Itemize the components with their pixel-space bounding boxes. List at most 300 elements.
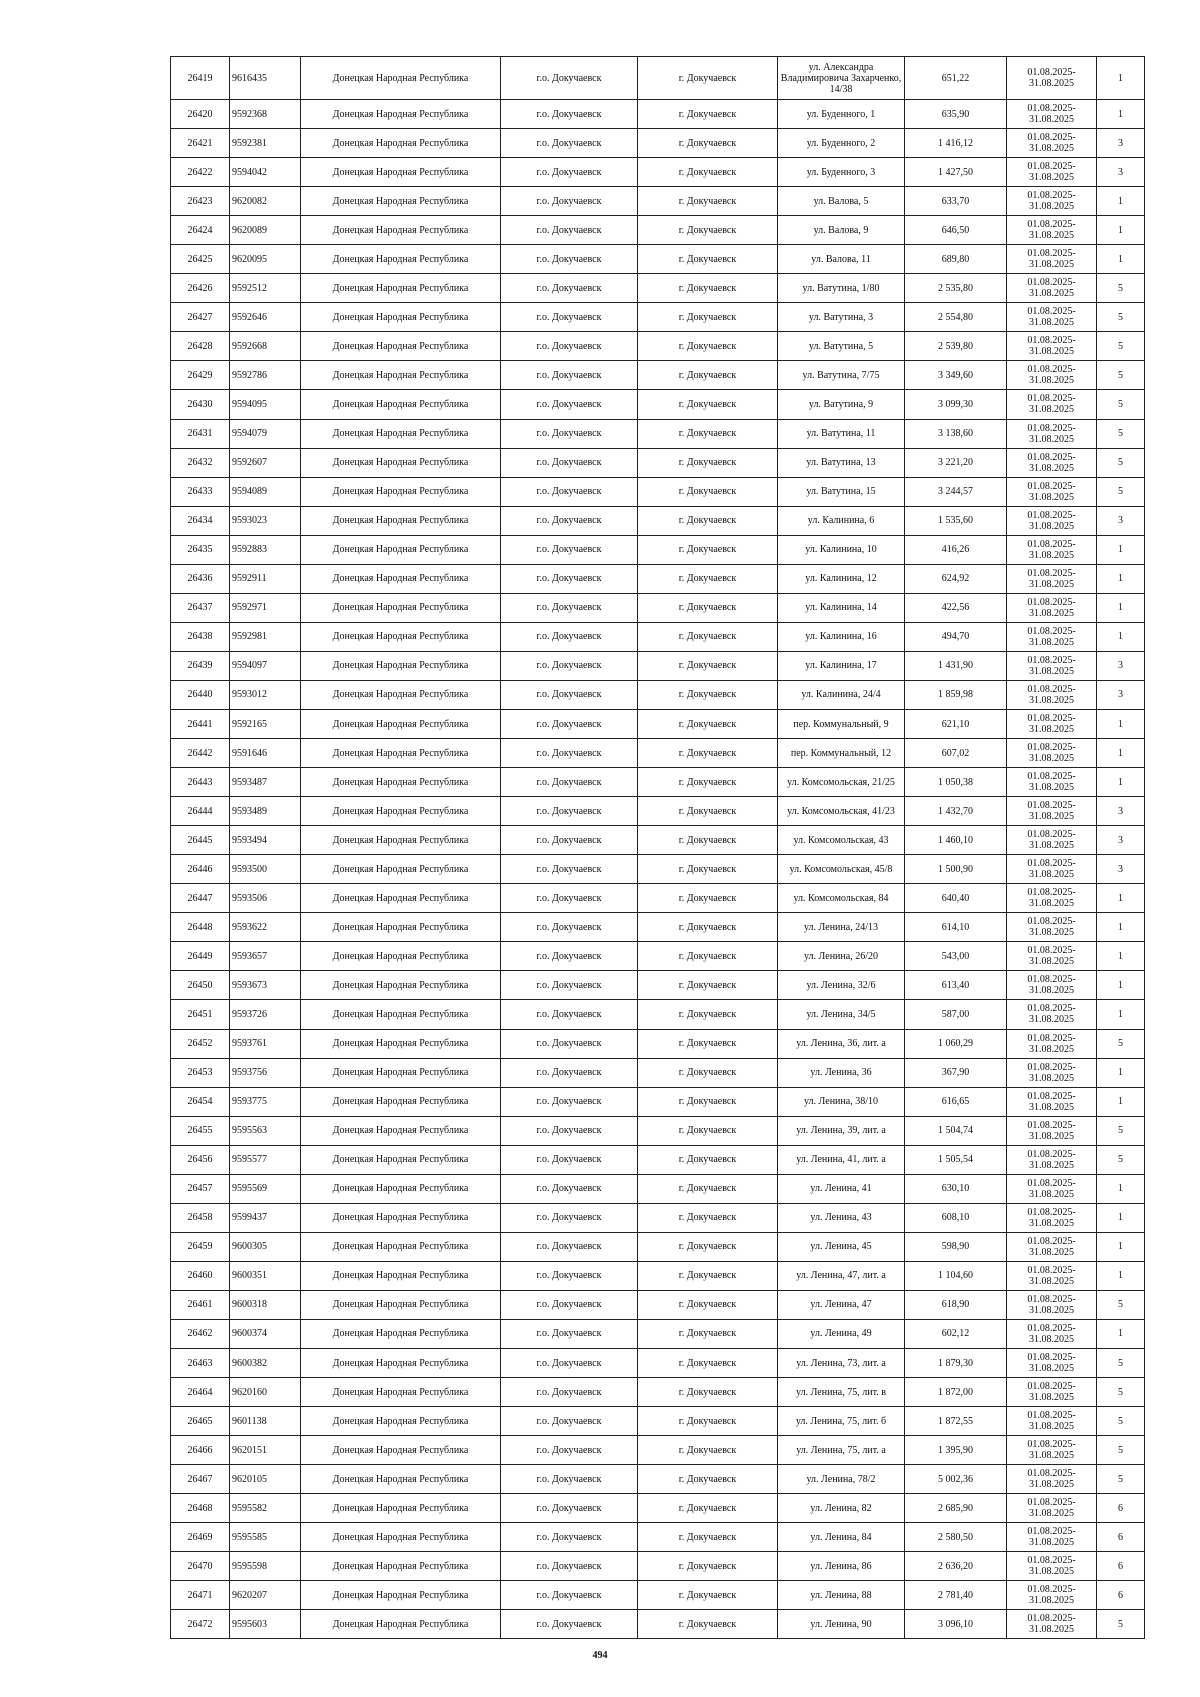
row-number: 26421 (171, 129, 230, 158)
city-cell: г. Докучаевск (638, 1029, 778, 1058)
city-cell: г. Докучаевск (638, 1407, 778, 1436)
period-cell: 01.08.2025- 31.08.2025 (1007, 1029, 1097, 1058)
area-cell: 635,90 (905, 100, 1007, 129)
period-cell: 01.08.2025- 31.08.2025 (1007, 274, 1097, 303)
object-code: 9591646 (230, 739, 301, 768)
city-cell: г. Докучаевск (638, 535, 778, 564)
object-code: 9592981 (230, 622, 301, 651)
district-cell: г.о. Докучаевск (501, 129, 638, 158)
period-cell: 01.08.2025- 31.08.2025 (1007, 535, 1097, 564)
area-cell: 2 636,20 (905, 1552, 1007, 1581)
address-cell: ул. Валова, 5 (778, 187, 905, 216)
row-number: 26467 (171, 1465, 230, 1494)
district-cell: г.о. Докучаевск (501, 390, 638, 419)
row-number: 26472 (171, 1610, 230, 1639)
object-code: 9616435 (230, 57, 301, 100)
table-row (171, 826, 1145, 855)
period-cell: 01.08.2025- 31.08.2025 (1007, 564, 1097, 593)
count-cell: 1 (1097, 216, 1145, 245)
table-row (171, 1407, 1145, 1436)
area-cell: 618,90 (905, 1290, 1007, 1319)
table-row (171, 477, 1145, 506)
table-row (171, 216, 1145, 245)
table-row (171, 1087, 1145, 1116)
period-cell: 01.08.2025- 31.08.2025 (1007, 129, 1097, 158)
city-cell: г. Докучаевск (638, 593, 778, 622)
row-number: 26458 (171, 1203, 230, 1232)
region-cell: Донецкая Народная Республика (301, 477, 501, 506)
city-cell: г. Докучаевск (638, 129, 778, 158)
table-row (171, 332, 1145, 361)
area-cell: 613,40 (905, 971, 1007, 1000)
row-number: 26471 (171, 1581, 230, 1610)
area-cell: 1 427,50 (905, 158, 1007, 187)
address-cell: ул. Ватутина, 7/75 (778, 361, 905, 390)
table-row (171, 274, 1145, 303)
district-cell: г.о. Докучаевск (501, 1349, 638, 1378)
count-cell: 1 (1097, 913, 1145, 942)
district-cell: г.о. Докучаевск (501, 448, 638, 477)
row-number: 26450 (171, 971, 230, 1000)
count-cell: 5 (1097, 1290, 1145, 1319)
district-cell: г.о. Докучаевск (501, 245, 638, 274)
address-cell: ул. Ленина, 90 (778, 1610, 905, 1639)
object-code: 9592381 (230, 129, 301, 158)
count-cell: 5 (1097, 332, 1145, 361)
region-cell: Донецкая Народная Республика (301, 158, 501, 187)
row-number: 26455 (171, 1116, 230, 1145)
object-code: 9600351 (230, 1261, 301, 1290)
district-cell: г.о. Докучаевск (501, 1610, 638, 1639)
row-number: 26437 (171, 593, 230, 622)
district-cell: г.о. Докучаевск (501, 1290, 638, 1319)
area-cell: 1 416,12 (905, 129, 1007, 158)
count-cell: 6 (1097, 1552, 1145, 1581)
address-cell: ул. Александра Владимировича Захарченко, 14/38 (778, 57, 905, 100)
table-row (171, 564, 1145, 593)
period-cell: 01.08.2025- 31.08.2025 (1007, 1116, 1097, 1145)
region-cell: Донецкая Народная Республика (301, 564, 501, 593)
period-cell: 01.08.2025- 31.08.2025 (1007, 506, 1097, 535)
area-cell: 1 104,60 (905, 1261, 1007, 1290)
object-code: 9593487 (230, 768, 301, 797)
row-number: 26461 (171, 1290, 230, 1319)
table-row (171, 448, 1145, 477)
address-cell: ул. Комсомольская, 41/23 (778, 797, 905, 826)
city-cell: г. Докучаевск (638, 739, 778, 768)
address-cell: ул. Ленина, 36 (778, 1058, 905, 1087)
period-cell: 01.08.2025- 31.08.2025 (1007, 1000, 1097, 1029)
area-cell: 1 872,55 (905, 1407, 1007, 1436)
period-cell: 01.08.2025- 31.08.2025 (1007, 187, 1097, 216)
count-cell: 5 (1097, 477, 1145, 506)
district-cell: г.о. Докучаевск (501, 1465, 638, 1494)
region-cell: Донецкая Народная Республика (301, 651, 501, 680)
area-cell: 689,80 (905, 245, 1007, 274)
region-cell: Донецкая Народная Республика (301, 1319, 501, 1348)
row-number: 26430 (171, 390, 230, 419)
address-cell: ул. Ватутина, 1/80 (778, 274, 905, 303)
region-cell: Донецкая Народная Республика (301, 419, 501, 448)
city-cell: г. Докучаевск (638, 1319, 778, 1348)
row-number: 26463 (171, 1349, 230, 1378)
city-cell: г. Докучаевск (638, 1436, 778, 1465)
district-cell: г.о. Докучаевск (501, 593, 638, 622)
row-number: 26431 (171, 419, 230, 448)
period-cell: 01.08.2025- 31.08.2025 (1007, 768, 1097, 797)
count-cell: 5 (1097, 1349, 1145, 1378)
table-row (171, 622, 1145, 651)
table-body (171, 57, 1145, 1639)
region-cell: Донецкая Народная Республика (301, 1174, 501, 1203)
table-row (171, 1029, 1145, 1058)
address-cell: ул. Ленина, 26/20 (778, 942, 905, 971)
row-number: 26440 (171, 680, 230, 709)
table-row (171, 1319, 1145, 1348)
table-row (171, 680, 1145, 709)
region-cell: Донецкая Народная Республика (301, 1552, 501, 1581)
row-number: 26470 (171, 1552, 230, 1581)
object-code: 9595577 (230, 1145, 301, 1174)
object-code: 9592668 (230, 332, 301, 361)
table-row (171, 57, 1145, 100)
row-number: 26456 (171, 1145, 230, 1174)
district-cell: г.о. Докучаевск (501, 739, 638, 768)
count-cell: 5 (1097, 1436, 1145, 1465)
address-cell: ул. Комсомольская, 84 (778, 884, 905, 913)
period-cell: 01.08.2025- 31.08.2025 (1007, 971, 1097, 1000)
region-cell: Донецкая Народная Республика (301, 1378, 501, 1407)
address-cell: ул. Ватутина, 3 (778, 303, 905, 332)
object-code: 9620089 (230, 216, 301, 245)
region-cell: Донецкая Народная Республика (301, 390, 501, 419)
city-cell: г. Докучаевск (638, 1174, 778, 1203)
count-cell: 5 (1097, 1610, 1145, 1639)
district-cell: г.о. Докучаевск (501, 826, 638, 855)
district-cell: г.о. Докучаевск (501, 1174, 638, 1203)
count-cell: 6 (1097, 1581, 1145, 1610)
district-cell: г.о. Докучаевск (501, 216, 638, 245)
region-cell: Донецкая Народная Республика (301, 1581, 501, 1610)
object-code: 9594042 (230, 158, 301, 187)
city-cell: г. Докучаевск (638, 942, 778, 971)
period-cell: 01.08.2025- 31.08.2025 (1007, 158, 1097, 187)
city-cell: г. Докучаевск (638, 855, 778, 884)
table-row (171, 739, 1145, 768)
city-cell: г. Докучаевск (638, 680, 778, 709)
area-cell: 2 535,80 (905, 274, 1007, 303)
district-cell: г.о. Докучаевск (501, 419, 638, 448)
area-cell: 1 432,70 (905, 797, 1007, 826)
table-row (171, 1000, 1145, 1029)
object-code: 9595598 (230, 1552, 301, 1581)
object-code: 9600305 (230, 1232, 301, 1261)
district-cell: г.о. Докучаевск (501, 855, 638, 884)
region-cell: Донецкая Народная Республика (301, 216, 501, 245)
period-cell: 01.08.2025- 31.08.2025 (1007, 477, 1097, 506)
district-cell: г.о. Докучаевск (501, 100, 638, 129)
count-cell: 5 (1097, 419, 1145, 448)
count-cell: 1 (1097, 1203, 1145, 1232)
table-row (171, 129, 1145, 158)
period-cell: 01.08.2025- 31.08.2025 (1007, 1290, 1097, 1319)
city-cell: г. Докучаевск (638, 419, 778, 448)
table-row (171, 971, 1145, 1000)
count-cell: 5 (1097, 1145, 1145, 1174)
period-cell: 01.08.2025- 31.08.2025 (1007, 419, 1097, 448)
district-cell: г.о. Докучаевск (501, 709, 638, 738)
object-code: 9620151 (230, 1436, 301, 1465)
region-cell: Донецкая Народная Республика (301, 1058, 501, 1087)
area-cell: 416,26 (905, 535, 1007, 564)
row-number: 26428 (171, 332, 230, 361)
district-cell: г.о. Докучаевск (501, 1261, 638, 1290)
address-cell: ул. Ватутина, 5 (778, 332, 905, 361)
area-cell: 3 096,10 (905, 1610, 1007, 1639)
district-cell: г.о. Докучаевск (501, 535, 638, 564)
city-cell: г. Докучаевск (638, 57, 778, 100)
count-cell: 3 (1097, 855, 1145, 884)
period-cell: 01.08.2025- 31.08.2025 (1007, 1523, 1097, 1552)
region-cell: Донецкая Народная Республика (301, 942, 501, 971)
area-cell: 616,65 (905, 1087, 1007, 1116)
address-cell: ул. Калинина, 12 (778, 564, 905, 593)
row-number: 26469 (171, 1523, 230, 1552)
object-code: 9593489 (230, 797, 301, 826)
district-cell: г.о. Докучаевск (501, 1087, 638, 1116)
count-cell: 1 (1097, 768, 1145, 797)
table-row (171, 1581, 1145, 1610)
row-number: 26422 (171, 158, 230, 187)
object-code: 9594089 (230, 477, 301, 506)
district-cell: г.о. Докучаевск (501, 361, 638, 390)
object-code: 9595569 (230, 1174, 301, 1203)
area-cell: 1 505,54 (905, 1145, 1007, 1174)
row-number: 26454 (171, 1087, 230, 1116)
district-cell: г.о. Докучаевск (501, 1407, 638, 1436)
address-cell: ул. Комсомольская, 21/25 (778, 768, 905, 797)
count-cell: 5 (1097, 390, 1145, 419)
city-cell: г. Докучаевск (638, 971, 778, 1000)
row-number: 26420 (171, 100, 230, 129)
area-cell: 1 460,10 (905, 826, 1007, 855)
period-cell: 01.08.2025- 31.08.2025 (1007, 826, 1097, 855)
area-cell: 3 349,60 (905, 361, 1007, 390)
address-cell: ул. Ленина, 45 (778, 1232, 905, 1261)
city-cell: г. Докучаевск (638, 768, 778, 797)
city-cell: г. Докучаевск (638, 1203, 778, 1232)
period-cell: 01.08.2025- 31.08.2025 (1007, 884, 1097, 913)
row-number: 26436 (171, 564, 230, 593)
address-cell: ул. Валова, 9 (778, 216, 905, 245)
object-code: 9592368 (230, 100, 301, 129)
city-cell: г. Докучаевск (638, 100, 778, 129)
address-cell: ул. Ленина, 75, лит. б (778, 1407, 905, 1436)
area-cell: 5 002,36 (905, 1465, 1007, 1494)
address-cell: ул. Комсомольская, 45/8 (778, 855, 905, 884)
count-cell: 5 (1097, 1378, 1145, 1407)
count-cell: 1 (1097, 535, 1145, 564)
table-row (171, 361, 1145, 390)
period-cell: 01.08.2025- 31.08.2025 (1007, 361, 1097, 390)
city-cell: г. Докучаевск (638, 332, 778, 361)
city-cell: г. Докучаевск (638, 1378, 778, 1407)
table-row (171, 1610, 1145, 1639)
object-code: 9594079 (230, 419, 301, 448)
table-row (171, 913, 1145, 942)
row-number: 26432 (171, 448, 230, 477)
object-code: 9620082 (230, 187, 301, 216)
city-cell: г. Докучаевск (638, 1349, 778, 1378)
row-number: 26459 (171, 1232, 230, 1261)
address-cell: ул. Ватутина, 15 (778, 477, 905, 506)
city-cell: г. Докучаевск (638, 913, 778, 942)
row-number: 26445 (171, 826, 230, 855)
region-cell: Донецкая Народная Республика (301, 739, 501, 768)
region-cell: Донецкая Народная Республика (301, 768, 501, 797)
row-number: 26438 (171, 622, 230, 651)
district-cell: г.о. Докучаевск (501, 1000, 638, 1029)
district-cell: г.о. Докучаевск (501, 622, 638, 651)
count-cell: 1 (1097, 1058, 1145, 1087)
city-cell: г. Докучаевск (638, 651, 778, 680)
object-code: 9595585 (230, 1523, 301, 1552)
count-cell: 5 (1097, 1029, 1145, 1058)
address-cell: ул. Ватутина, 11 (778, 419, 905, 448)
city-cell: г. Докучаевск (638, 826, 778, 855)
table-row (171, 1290, 1145, 1319)
address-cell: ул. Ленина, 32/6 (778, 971, 905, 1000)
area-cell: 1 060,29 (905, 1029, 1007, 1058)
count-cell: 5 (1097, 1407, 1145, 1436)
address-cell: пер. Коммунальный, 9 (778, 709, 905, 738)
district-cell: г.о. Докучаевск (501, 1436, 638, 1465)
region-cell: Донецкая Народная Республика (301, 1610, 501, 1639)
region-cell: Донецкая Народная Республика (301, 1000, 501, 1029)
area-cell: 1 504,74 (905, 1116, 1007, 1145)
table-row (171, 1116, 1145, 1145)
city-cell: г. Докучаевск (638, 1494, 778, 1523)
period-cell: 01.08.2025- 31.08.2025 (1007, 245, 1097, 274)
address-cell: ул. Буденного, 1 (778, 100, 905, 129)
region-cell: Донецкая Народная Республика (301, 680, 501, 709)
region-cell: Донецкая Народная Республика (301, 535, 501, 564)
object-code: 9620160 (230, 1378, 301, 1407)
row-number: 26426 (171, 274, 230, 303)
count-cell: 1 (1097, 884, 1145, 913)
object-code: 9600374 (230, 1319, 301, 1348)
area-cell: 608,10 (905, 1203, 1007, 1232)
period-cell: 01.08.2025- 31.08.2025 (1007, 1349, 1097, 1378)
area-cell: 1 395,90 (905, 1436, 1007, 1465)
city-cell: г. Докучаевск (638, 506, 778, 535)
count-cell: 3 (1097, 797, 1145, 826)
region-cell: Донецкая Народная Республика (301, 971, 501, 1000)
period-cell: 01.08.2025- 31.08.2025 (1007, 1203, 1097, 1232)
district-cell: г.о. Докучаевск (501, 1145, 638, 1174)
area-cell: 2 685,90 (905, 1494, 1007, 1523)
object-code: 9594097 (230, 651, 301, 680)
period-cell: 01.08.2025- 31.08.2025 (1007, 57, 1097, 100)
count-cell: 1 (1097, 57, 1145, 100)
address-cell: ул. Ленина, 39, лит. а (778, 1116, 905, 1145)
city-cell: г. Докучаевск (638, 361, 778, 390)
object-code: 9620095 (230, 245, 301, 274)
area-cell: 621,10 (905, 709, 1007, 738)
period-cell: 01.08.2025- 31.08.2025 (1007, 1058, 1097, 1087)
district-cell: г.о. Докучаевск (501, 680, 638, 709)
region-cell: Донецкая Народная Республика (301, 1465, 501, 1494)
object-code: 9593494 (230, 826, 301, 855)
table-row (171, 1261, 1145, 1290)
district-cell: г.о. Докучаевск (501, 1581, 638, 1610)
object-code: 9595603 (230, 1610, 301, 1639)
address-cell: ул. Калинина, 10 (778, 535, 905, 564)
table-row (171, 1465, 1145, 1494)
city-cell: г. Докучаевск (638, 1290, 778, 1319)
registry-table (170, 56, 1145, 1639)
area-cell: 598,90 (905, 1232, 1007, 1261)
address-cell: ул. Ленина, 84 (778, 1523, 905, 1552)
period-cell: 01.08.2025- 31.08.2025 (1007, 100, 1097, 129)
city-cell: г. Докучаевск (638, 884, 778, 913)
area-cell: 633,70 (905, 187, 1007, 216)
object-code: 9595582 (230, 1494, 301, 1523)
table-row (171, 158, 1145, 187)
district-cell: г.о. Докучаевск (501, 651, 638, 680)
row-number: 26442 (171, 739, 230, 768)
city-cell: г. Докучаевск (638, 187, 778, 216)
row-number: 26465 (171, 1407, 230, 1436)
address-cell: ул. Калинина, 14 (778, 593, 905, 622)
count-cell: 3 (1097, 680, 1145, 709)
region-cell: Донецкая Народная Республика (301, 129, 501, 158)
area-cell: 602,12 (905, 1319, 1007, 1348)
address-cell: ул. Ленина, 34/5 (778, 1000, 905, 1029)
count-cell: 3 (1097, 158, 1145, 187)
city-cell: г. Докучаевск (638, 1552, 778, 1581)
address-cell: ул. Ватутина, 9 (778, 390, 905, 419)
area-cell: 494,70 (905, 622, 1007, 651)
region-cell: Донецкая Народная Республика (301, 187, 501, 216)
row-number: 26441 (171, 709, 230, 738)
area-cell: 3 221,20 (905, 448, 1007, 477)
period-cell: 01.08.2025- 31.08.2025 (1007, 1552, 1097, 1581)
count-cell: 5 (1097, 1465, 1145, 1494)
table-row (171, 942, 1145, 971)
row-number: 26457 (171, 1174, 230, 1203)
row-number: 26460 (171, 1261, 230, 1290)
address-cell: ул. Комсомольская, 43 (778, 826, 905, 855)
district-cell: г.о. Докучаевск (501, 1552, 638, 1581)
period-cell: 01.08.2025- 31.08.2025 (1007, 390, 1097, 419)
area-cell: 624,92 (905, 564, 1007, 593)
table-row (171, 709, 1145, 738)
region-cell: Донецкая Народная Республика (301, 1116, 501, 1145)
region-cell: Донецкая Народная Республика (301, 1436, 501, 1465)
city-cell: г. Докучаевск (638, 1000, 778, 1029)
area-cell: 367,90 (905, 1058, 1007, 1087)
district-cell: г.о. Докучаевск (501, 57, 638, 100)
object-code: 9593756 (230, 1058, 301, 1087)
table-row (171, 303, 1145, 332)
period-cell: 01.08.2025- 31.08.2025 (1007, 1610, 1097, 1639)
address-cell: ул. Ленина, 75, лит. а (778, 1436, 905, 1465)
address-cell: пер. Коммунальный, 12 (778, 739, 905, 768)
row-number: 26433 (171, 477, 230, 506)
address-cell: ул. Ленина, 43 (778, 1203, 905, 1232)
object-code: 9593506 (230, 884, 301, 913)
